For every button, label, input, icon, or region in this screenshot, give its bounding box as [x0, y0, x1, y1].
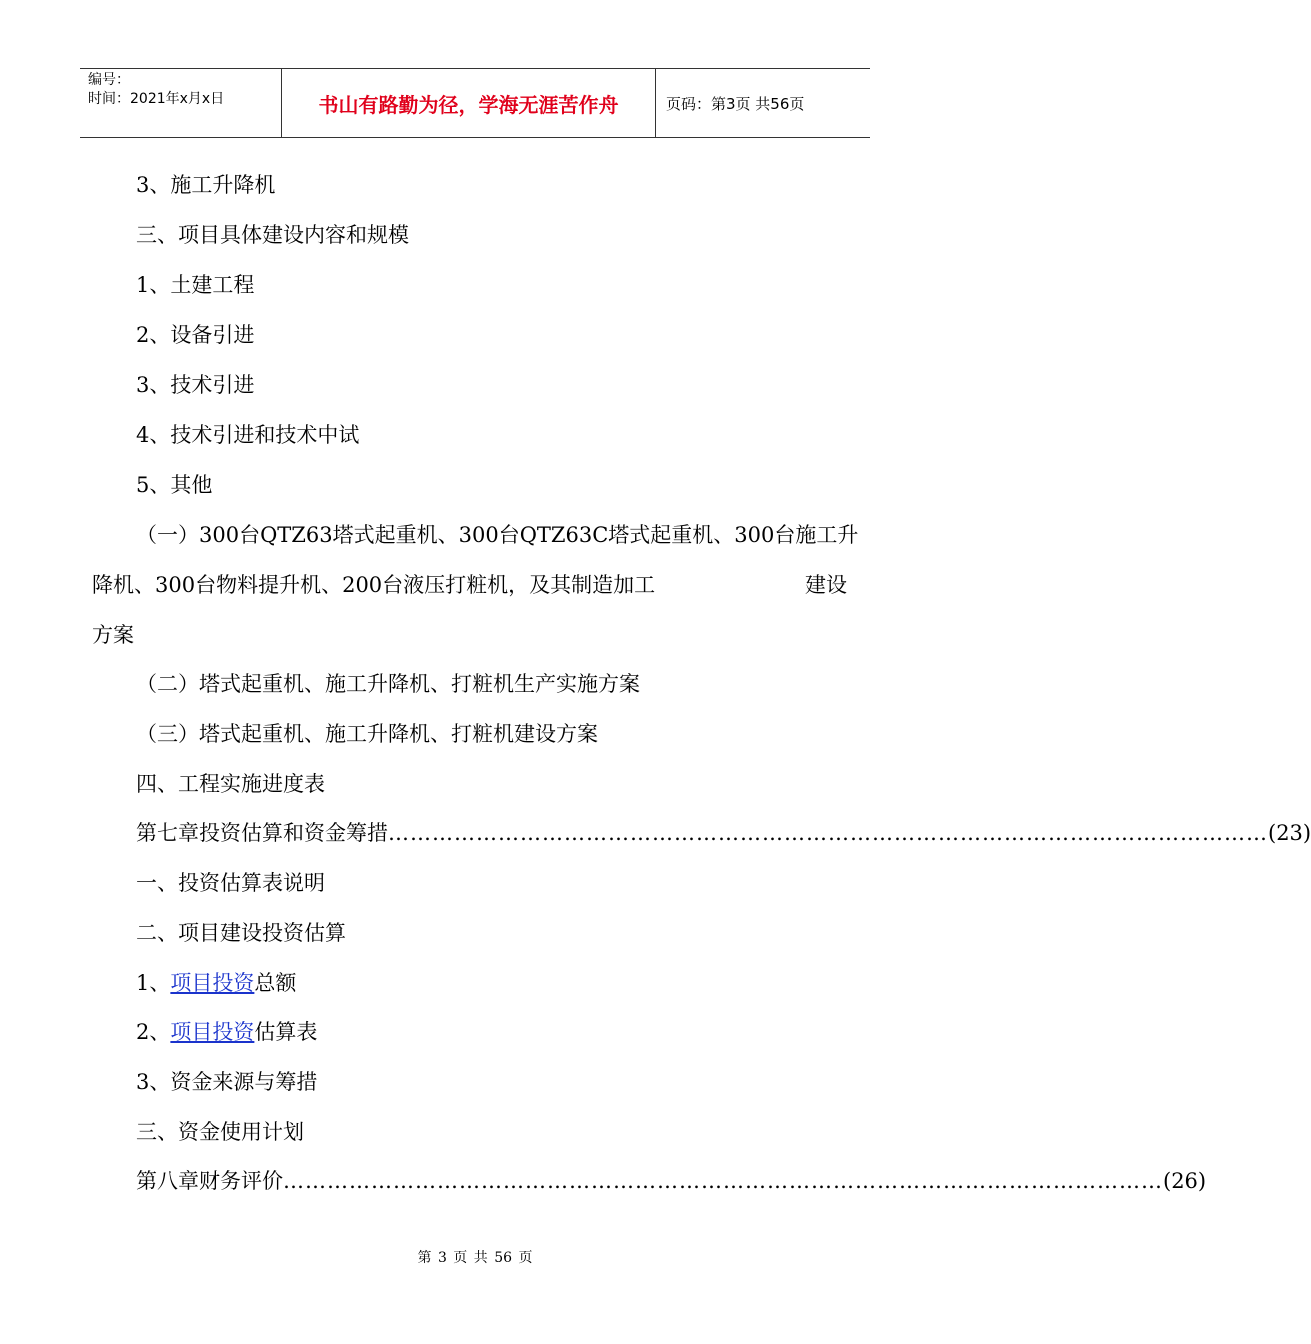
content-line [136, 1018, 317, 1046]
content-line: 5、其他 [136, 473, 213, 497]
content-line: （一）300台QTZ63塔式起重机、300台QTZ63C塔式起重机、300台施工升 [136, 523, 859, 547]
page-header [80, 68, 870, 138]
content-line: 一、投资估算表说明 [136, 871, 325, 895]
content-line: 方案 [92, 623, 134, 647]
item-number: 2、 [136, 1020, 171, 1044]
content-line: 降机、300台物料提升机、200台液压打粧机，及其制造加工 [92, 573, 656, 597]
content-line: 1、土建工程 [136, 273, 255, 297]
content-line: （二）塔式起重机、施工升降机、打粧机生产实施方案 [136, 672, 640, 696]
toc-title: 第八章财务评价 [136, 1169, 283, 1193]
content-line [136, 969, 296, 997]
section-heading: 二、项目建设投资估算 [136, 921, 346, 945]
toc-entry-chapter8[interactable] [136, 1167, 1207, 1195]
toc-leader-dots: ………………………………………………………………………………………………………… [388, 821, 1268, 845]
item-text: 估算表 [254, 1020, 318, 1044]
date-label: 时间：2021年x月x日 [88, 91, 225, 107]
page-footer: 第 3 页 共 56 页 [417, 1250, 533, 1266]
content-line: 建设 [805, 573, 847, 597]
content-line: 4、技术引进和技术中试 [136, 423, 360, 447]
toc-title: 第七章投资估算和资金筹措 [136, 821, 388, 845]
toc-leader-dots: ………………………………………………………………………………………………………… [283, 1169, 1163, 1193]
header-meta [80, 69, 282, 137]
item-number: 1、 [136, 971, 171, 995]
content-line: 3、技术引进 [136, 373, 255, 397]
header-motto: 书山有路勤为径，学海无涯苦作舟 [282, 69, 656, 137]
content-line: 3、资金来源与筹措 [136, 1070, 318, 1094]
content-line: 2、设备引进 [136, 323, 255, 347]
section-heading: 三、项目具体建设内容和规模 [136, 223, 409, 247]
code-label: 编号： [88, 72, 130, 88]
investment-link[interactable]: 项目投资 [170, 971, 255, 995]
toc-page-number: (26) [1163, 1169, 1207, 1193]
toc-page-number: (23) [1268, 821, 1311, 845]
header-page-info: 页码：第3页 共56页 [666, 94, 805, 113]
section-heading: 三、资金使用计划 [136, 1120, 304, 1144]
content-line: 3、施工升降机 [136, 173, 276, 197]
toc-entry-chapter7[interactable] [136, 819, 1311, 847]
section-heading: 四、工程实施进度表 [136, 772, 325, 796]
content-line: （三）塔式起重机、施工升降机、打粧机建设方案 [136, 722, 598, 746]
item-text: 总额 [254, 971, 297, 995]
investment-link[interactable]: 项目投资 [170, 1020, 255, 1044]
